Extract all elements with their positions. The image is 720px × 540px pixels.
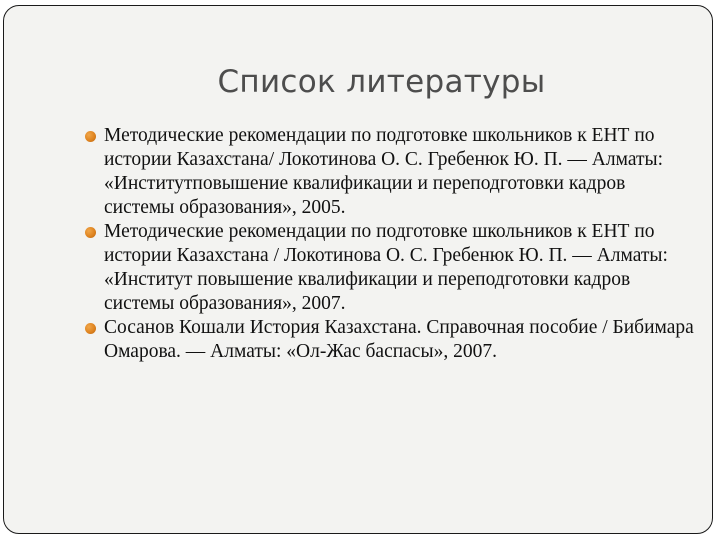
slide-title: Список литературы [217,64,546,100]
list-item [104,124,694,220]
list-item [104,316,694,364]
bibliography-list [104,124,694,364]
list-item-text: Методические рекомендации по подготовке школьников к ЕНТ по истории Казахстана / Локотинова О. С. Гребенюк Ю. П. — Алматы: «Институт повышение квалификации и переподготовки кадров системы образования», 2007. [104,221,668,314]
list-item [104,220,694,316]
list-item-text: Методические рекомендации по подготовке школьников к ЕНТ по истории Казахстана/ Локотинова О. С. Гребенюк Ю. П. — Алматы: «Институтповышение квалификации и переподготовки кадров системы образования», 2005. [104,125,664,218]
slide [3,5,713,534]
bullet-icon [85,227,96,238]
bullet-icon [85,131,96,142]
bullet-icon [85,323,96,334]
list-item-text: Сосанов Кошали История Казахстана. Справочная пособие / Бибимара Омарова. — Алматы: «Ол-Жас баспасы», 2007. [104,317,694,362]
